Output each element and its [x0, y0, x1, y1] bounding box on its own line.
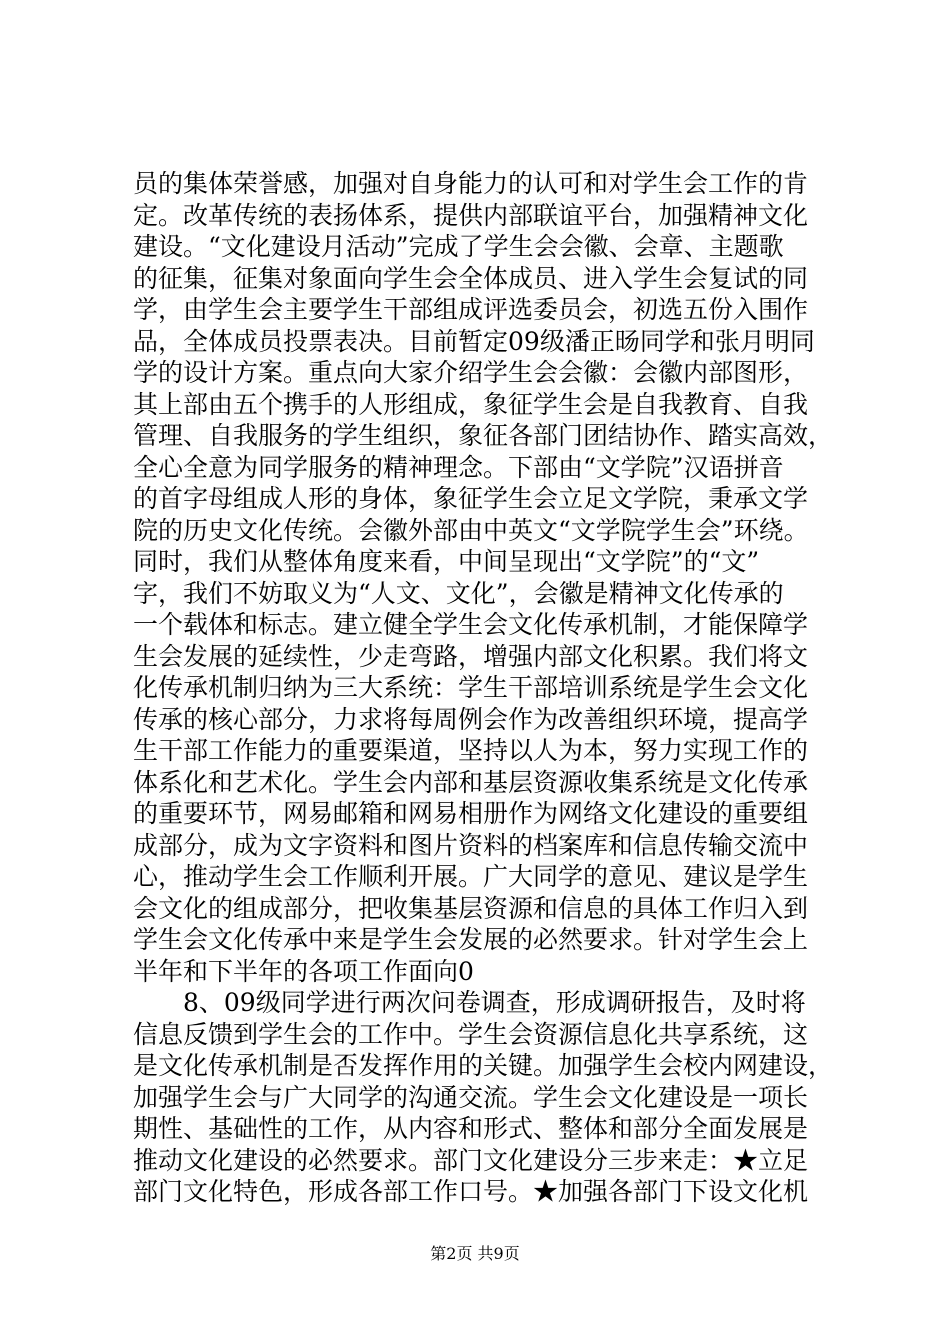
- text-line: 加强学生会与广大同学的沟通交流。学生会文化建设是一项长: [133, 1082, 809, 1112]
- page-footer: 第2页 共9页: [430, 1244, 520, 1263]
- text-line: 信息反馈到学生会的工作中。学生会资源信息化共享系统，这: [133, 1019, 809, 1049]
- text-line: 生会发展的延续性，少走弯路，增强内部文化积累。我们将文: [133, 641, 809, 671]
- text-line: 的首字母组成人形的身体，象征学生会立足文学院，秉承文学: [133, 484, 809, 513]
- text-line: 会文化的组成部分，把收集基层资源和信息的具体工作归入到: [133, 893, 809, 923]
- text-line: 其上部由五个携手的人形组成，象征学生会是自我教育、自我: [133, 389, 809, 419]
- text-line: 学，由学生会主要学生干部组成评选委员会，初选五份入围作: [133, 295, 809, 324]
- text-line: 管理、自我服务的学生组织，象征各部门团结协作、踏实高效，: [133, 421, 834, 450]
- text-line: 定。改革传统的表扬体系，提供内部联谊平台，加强精神文化: [133, 200, 809, 230]
- text-line: 半年和下半年的各项工作面向0: [133, 956, 474, 986]
- text-line: 同时，我们从整体角度来看，中间呈现出“文学院”的“文”: [133, 547, 760, 576]
- text-line: 是文化传承机制是否发挥作用的关键。加强学生会校内网建设，: [133, 1051, 834, 1080]
- text-line: 院的历史文化传统。会徽外部由中英文“文学院学生会”环绕。: [133, 515, 809, 545]
- text-line: 体系化和艺术化。学生会内部和基层资源收集系统是文化传承: [133, 767, 809, 797]
- text-line: 化传承机制归纳为三大系统：学生干部培训系统是学生会文化: [133, 673, 809, 702]
- text-line: 成部分，成为文字资料和图片资料的档案库和信息传输交流中: [133, 830, 809, 860]
- text-line: 学生会文化传承中来是学生会发展的必然要求。针对学生会上: [133, 925, 809, 954]
- text-line: 部门文化特色，形成各部工作口号。★加强各部门下设文化机: [133, 1177, 809, 1206]
- text-line: 心，推动学生会工作顺利开展。广大同学的意见、建议是学生: [133, 862, 809, 891]
- text-line: 建设。“文化建设月活动”完成了学生会会徽、会章、主题歌: [133, 232, 784, 261]
- text-line: 员的集体荣誉感，加强对自身能力的认可和对学生会工作的肯: [133, 169, 809, 198]
- text-line: 全心全意为同学服务的精神理念。下部由“文学院”汉语拼音: [133, 452, 784, 482]
- text-line: 一个载体和标志。建立健全学生会文化传承机制，才能保障学: [133, 610, 809, 639]
- text-line: 期性、基础性的工作，从内容和形式、整体和部分全面发展是: [133, 1114, 809, 1143]
- text-line: 传承的核心部分，力求将每周例会作为改善组织环境，提高学: [133, 704, 809, 734]
- text-line: 推动文化建设的必然要求。部门文化建设分三步来走：★立足: [133, 1145, 809, 1175]
- text-line: 字，我们不妨取义为“人文、文化”，会徽是精神文化传承的: [133, 578, 784, 608]
- body-text: [133, 168, 853, 1208]
- paragraph-start-line: 8、09级同学进行两次问卷调查，形成调研报告，及时将: [183, 988, 806, 1017]
- text-line: 的重要环节，网易邮箱和网易相册作为网络文化建设的重要组: [133, 799, 809, 828]
- text-line: 的征集，征集对象面向学生会全体成员、进入学生会复试的同: [133, 263, 809, 293]
- text-line: 品，全体成员投票表决。目前暂定09级潘正旸同学和张月明同: [133, 326, 815, 356]
- text-line: 学的设计方案。重点向大家介绍学生会会徽：会徽内部图形，: [133, 358, 809, 387]
- text-line: 生干部工作能力的重要渠道，坚持以人为本，努力实现工作的: [133, 736, 809, 765]
